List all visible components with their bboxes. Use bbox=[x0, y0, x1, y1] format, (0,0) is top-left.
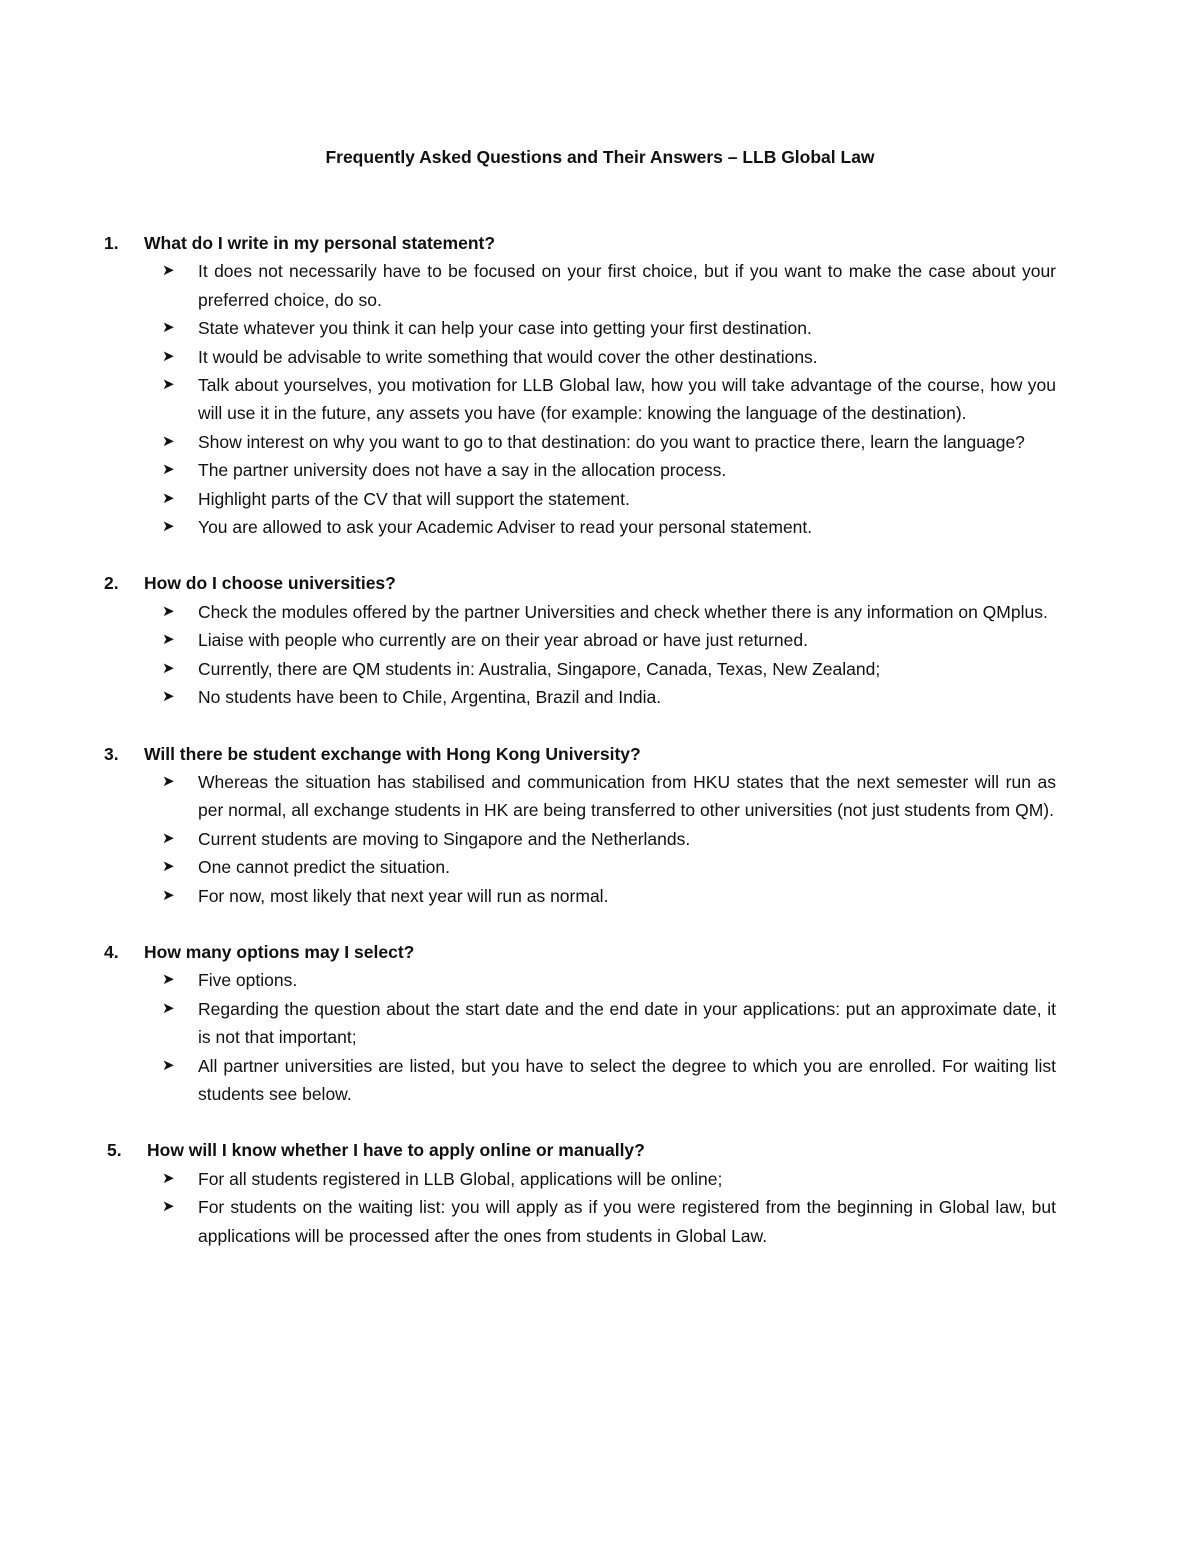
answer-item bbox=[144, 257, 1056, 314]
answer-text: Highlight parts of the CV that will support the statement. bbox=[198, 488, 630, 509]
arrowhead-bullet-icon: ➤ bbox=[162, 1056, 175, 1074]
answer-list bbox=[144, 966, 1056, 1108]
answer-text: One cannot predict the situation. bbox=[198, 857, 450, 878]
answer-item bbox=[144, 882, 1056, 910]
arrowhead-bullet-icon: ➤ bbox=[162, 461, 175, 479]
answer-text: Talk about yourselves, you motivation for LLB Global law, how you will take advantage of the course, how you will use it in the future, any assets you have (for example: knowing the language of the destination). bbox=[198, 375, 1056, 424]
arrowhead-bullet-icon: ➤ bbox=[162, 347, 175, 365]
arrowhead-bullet-icon: ➤ bbox=[162, 376, 175, 394]
arrowhead-bullet-icon: ➤ bbox=[162, 659, 175, 677]
arrowhead-bullet-icon: ➤ bbox=[162, 829, 175, 847]
answer-item bbox=[144, 995, 1056, 1052]
faq-section bbox=[104, 938, 1056, 1108]
answer-text: For students on the waiting list: you will apply as if you were registered from the beginning in Global law, but applications will be processed after the ones from students in Global Law. bbox=[198, 1197, 1056, 1246]
answer-item bbox=[144, 655, 1056, 683]
answer-item bbox=[144, 853, 1056, 881]
answer-item bbox=[144, 626, 1056, 654]
answer-text: State whatever you think it can help your case into getting your first destination. bbox=[198, 318, 812, 339]
arrowhead-bullet-icon: ➤ bbox=[162, 262, 175, 280]
answer-list bbox=[144, 598, 1056, 712]
arrowhead-bullet-icon: ➤ bbox=[162, 432, 175, 450]
answer-text: All partner universities are listed, but you have to select the degree to which you are enrolled. For waiting list students see below. bbox=[198, 1055, 1056, 1104]
faq-section bbox=[104, 229, 1056, 541]
faq-section bbox=[104, 569, 1056, 711]
answer-item bbox=[144, 1193, 1056, 1250]
answer-text: Currently, there are QM students in: Australia, Singapore, Canada, Texas, New Zealand; bbox=[198, 658, 881, 679]
arrowhead-bullet-icon: ➤ bbox=[162, 631, 175, 649]
faq-question bbox=[104, 229, 1056, 257]
answer-text: It does not necessarily have to be focused on your first choice, but if you want to make the case about your preferred choice, do so. bbox=[198, 261, 1056, 310]
question-number: 2. bbox=[104, 573, 119, 594]
answer-item bbox=[144, 598, 1056, 626]
answer-text: It would be advisable to write something that would cover the other destinations. bbox=[198, 346, 818, 367]
answer-text: The partner university does not have a say in the allocation process. bbox=[198, 460, 727, 481]
question-text: How many options may I select? bbox=[144, 941, 415, 962]
arrowhead-bullet-icon: ➤ bbox=[162, 319, 175, 337]
answer-item bbox=[144, 1052, 1056, 1109]
answer-text: You are allowed to ask your Academic Adviser to read your personal statement. bbox=[198, 517, 813, 538]
question-number: 5. bbox=[107, 1140, 122, 1161]
answer-item bbox=[144, 966, 1056, 994]
faq-section bbox=[104, 740, 1056, 910]
question-number: 4. bbox=[104, 941, 119, 962]
arrowhead-bullet-icon: ➤ bbox=[162, 518, 175, 536]
answer-list bbox=[144, 257, 1056, 541]
arrowhead-bullet-icon: ➤ bbox=[162, 886, 175, 904]
answer-item bbox=[144, 428, 1056, 456]
answer-text: Liaise with people who currently are on their year abroad or have just returned. bbox=[198, 630, 808, 651]
answer-item bbox=[144, 683, 1056, 711]
answer-text: Current students are moving to Singapore and the Netherlands. bbox=[198, 828, 691, 849]
arrowhead-bullet-icon: ➤ bbox=[162, 1198, 175, 1216]
faq-section bbox=[107, 1136, 1056, 1250]
answer-item bbox=[144, 1165, 1056, 1193]
question-number: 1. bbox=[104, 233, 119, 253]
arrowhead-bullet-icon: ➤ bbox=[162, 688, 175, 706]
answer-item bbox=[144, 768, 1056, 825]
arrowhead-bullet-icon: ➤ bbox=[162, 772, 175, 790]
answer-item bbox=[144, 456, 1056, 484]
answer-text: Check the modules offered by the partner Universities and check whether there is any information on QMplus. bbox=[198, 601, 1048, 622]
faq-sections bbox=[104, 229, 1056, 1250]
answer-text: For all students registered in LLB Global, applications will be online; bbox=[198, 1168, 723, 1189]
question-number: 3. bbox=[104, 743, 119, 764]
arrowhead-bullet-icon: ➤ bbox=[162, 999, 175, 1017]
question-text: How do I choose universities? bbox=[144, 573, 396, 594]
arrowhead-bullet-icon: ➤ bbox=[162, 602, 175, 620]
question-text: Will there be student exchange with Hong Kong University? bbox=[144, 743, 641, 764]
arrowhead-bullet-icon: ➤ bbox=[162, 1169, 175, 1187]
answer-item bbox=[144, 314, 1056, 342]
answer-text: For now, most likely that next year will run as normal. bbox=[198, 885, 609, 906]
answer-item bbox=[144, 343, 1056, 371]
document-title: Frequently Asked Questions and Their Answers – LLB Global Law bbox=[325, 147, 875, 167]
answer-item bbox=[144, 825, 1056, 853]
answer-text: Five options. bbox=[198, 970, 298, 991]
faq-question bbox=[107, 1136, 1056, 1164]
answer-text: Show interest on why you want to go to that destination: do you want to practice there, learn the language? bbox=[198, 431, 1025, 452]
answer-list bbox=[144, 1165, 1056, 1250]
answer-text: Whereas the situation has stabilised and communication from HKU states that the next semester will run as per normal, all exchange students in HK are being transferred to other universities (not just students from QM). bbox=[198, 771, 1056, 821]
faq-question bbox=[104, 740, 1056, 768]
answer-list bbox=[144, 768, 1056, 910]
faq-question bbox=[104, 569, 1056, 597]
answer-text: No students have been to Chile, Argentina, Brazil and India. bbox=[198, 687, 662, 708]
arrowhead-bullet-icon: ➤ bbox=[162, 971, 175, 989]
arrowhead-bullet-icon: ➤ bbox=[162, 858, 175, 876]
answer-item bbox=[144, 485, 1056, 513]
arrowhead-bullet-icon: ➤ bbox=[162, 489, 175, 507]
question-text: What do I write in my personal statement? bbox=[144, 233, 496, 253]
question-text: How will I know whether I have to apply online or manually? bbox=[147, 1140, 645, 1161]
faq-question bbox=[104, 938, 1056, 966]
answer-item bbox=[144, 371, 1056, 428]
answer-item bbox=[144, 513, 1056, 541]
answer-text: Regarding the question about the start date and the end date in your applications: put an approximate date, it is not that important; bbox=[198, 998, 1056, 1048]
